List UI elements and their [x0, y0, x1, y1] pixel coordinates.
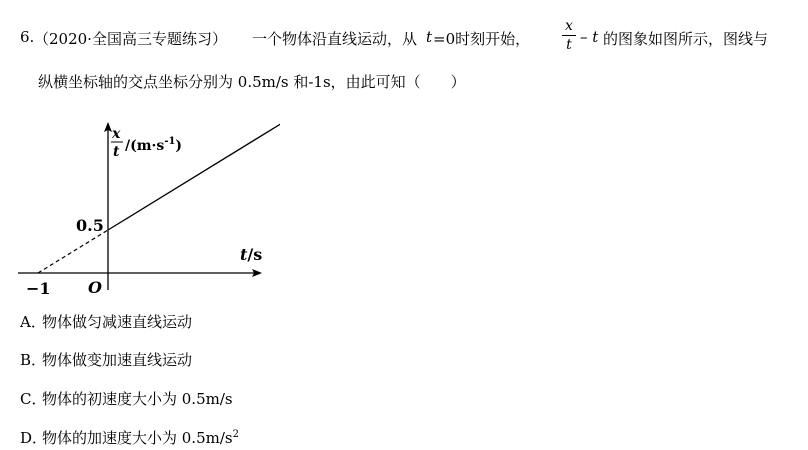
option-d[interactable] [20, 427, 239, 448]
stem-text-1: 一个物体沿直线运动，从 [252, 30, 418, 48]
y-label-numerator: x [112, 126, 121, 142]
option-c[interactable] [20, 388, 233, 409]
question-number: 6. [20, 28, 35, 46]
question-source: （2020·全国高三专题练习） [34, 30, 227, 48]
stem-text-3: 的图象如图所示，图线与 [603, 30, 769, 48]
stem-text-2: =0时刻开始， [433, 30, 531, 48]
t-axis-label: t/s [240, 245, 263, 264]
option-c-letter: C． [20, 390, 47, 408]
fraction-bar [562, 35, 576, 36]
option-d-text: 物体的加速度大小为 0.5m/s [42, 429, 233, 447]
xt-t-graph [10, 118, 280, 303]
option-d-superscript: 2 [232, 429, 239, 440]
option-c-text: 物体的初速度大小为 0.5m/s [42, 390, 233, 408]
option-a[interactable] [20, 311, 192, 332]
stem-minus-t: – t [580, 28, 599, 46]
x-intercept-label: −1 [26, 279, 51, 298]
option-b-text: 物体做变加速直线运动 [42, 351, 193, 369]
option-d-letter: D． [20, 429, 48, 447]
option-b[interactable] [20, 349, 192, 370]
fraction-numerator: x [565, 18, 573, 34]
origin-label: O [88, 278, 102, 297]
y-intercept-label: 0.5 [76, 216, 104, 235]
y-label-denominator: t [113, 144, 120, 160]
fraction-denominator: t [566, 37, 572, 53]
y-axis-unit: $/(m\cdot s^{-1})$ [125, 136, 183, 154]
extrapolated-dashed-line [38, 230, 108, 273]
x-over-t-fraction [562, 18, 576, 53]
question-stem-line1 [20, 18, 800, 54]
question-stem-line2: 纵横坐标轴的交点坐标分别为 0.5m/s 和-1s，由此可知（ ） [38, 73, 466, 91]
option-a-text: 物体做匀减速直线运动 [42, 313, 193, 331]
option-a-letter: A． [20, 313, 46, 331]
option-b-letter: B． [20, 351, 47, 369]
stem-t-var: t [426, 28, 433, 46]
